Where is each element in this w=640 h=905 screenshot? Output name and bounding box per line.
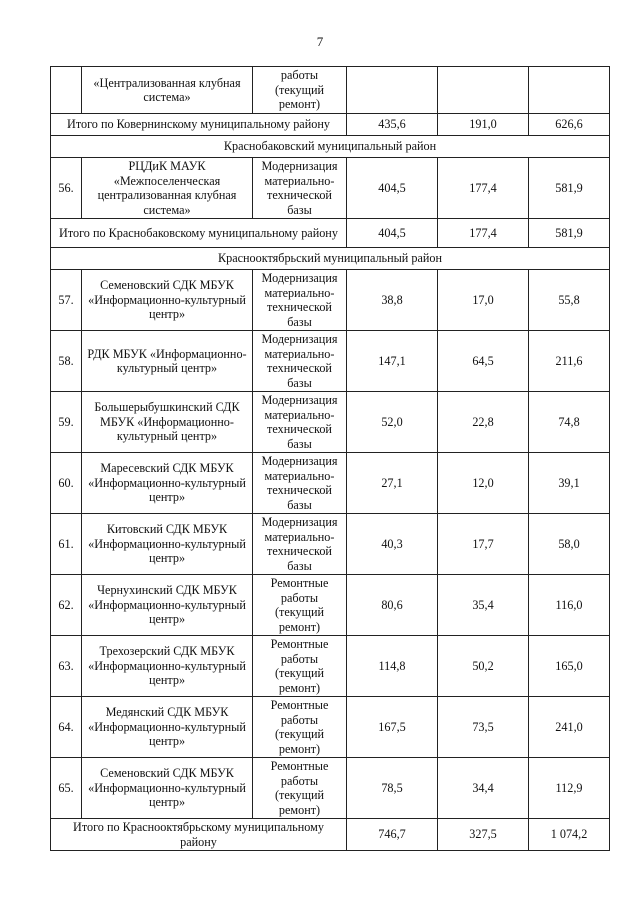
amount-cell-1: 746,7 — [347, 819, 438, 851]
table-row — [51, 392, 610, 453]
amount-cell-total: 626,6 — [529, 114, 610, 136]
row-number-cell — [51, 67, 82, 114]
total-label-cell: Итого по Краснооктябрьскому муниципальному району — [51, 819, 347, 851]
amount-cell-1: 27,1 — [347, 453, 438, 514]
page-number: 7 — [316, 34, 324, 49]
amount-cell-total: 581,9 — [529, 219, 610, 248]
amount-cell-total: 1 074,2 — [529, 819, 610, 851]
work-type-cell: Модернизация материально-технической базы — [253, 392, 347, 453]
amount-cell-total: 241,0 — [529, 697, 610, 758]
amount-cell-2: 177,4 — [438, 158, 529, 219]
amount-cell-total: 112,9 — [529, 758, 610, 819]
institution-name-cell: Чернухинский СДК МБУК «Информационно-культурный центр» — [82, 575, 253, 636]
work-type-cell: Ремонтные работы (текущий ремонт) — [253, 636, 347, 697]
row-number-cell: 61. — [51, 514, 82, 575]
table-row — [51, 697, 610, 758]
amount-cell-total: 165,0 — [529, 636, 610, 697]
amount-cell-1: 147,1 — [347, 331, 438, 392]
institution-name-cell: Трехозерский СДК МБУК «Информационно-культурный центр» — [82, 636, 253, 697]
table-row — [51, 331, 610, 392]
work-type-cell: Ремонтные работы (текущий ремонт) — [253, 575, 347, 636]
table-row — [51, 158, 610, 219]
amount-cell-total: 581,9 — [529, 158, 610, 219]
total-row — [51, 819, 610, 851]
district-name-cell: Краснобаковский муниципальный район — [51, 136, 610, 158]
amount-cell-1 — [347, 67, 438, 114]
total-label-cell: Итого по Краснобаковскому муниципальному району — [51, 219, 347, 248]
amount-cell-total: 211,6 — [529, 331, 610, 392]
row-number-cell: 57. — [51, 270, 82, 331]
amount-cell-2: 12,0 — [438, 453, 529, 514]
institution-name-cell: «Централизованная клубная система» — [82, 67, 253, 114]
amount-cell-2: 73,5 — [438, 697, 529, 758]
table-row — [51, 575, 610, 636]
amount-cell-total: 55,8 — [529, 270, 610, 331]
row-number-cell: 56. — [51, 158, 82, 219]
amount-cell-1: 78,5 — [347, 758, 438, 819]
amount-cell-1: 52,0 — [347, 392, 438, 453]
district-header-row — [51, 248, 610, 270]
work-type-cell: Ремонтные работы (текущий ремонт) — [253, 758, 347, 819]
amount-cell-2: 34,4 — [438, 758, 529, 819]
amount-cell-2: 327,5 — [438, 819, 529, 851]
amount-cell-total: 116,0 — [529, 575, 610, 636]
row-number-cell: 64. — [51, 697, 82, 758]
district-name-cell: Краснооктябрьский муниципальный район — [51, 248, 610, 270]
work-type-cell: Модернизация материально-технической базы — [253, 453, 347, 514]
district-header-row — [51, 136, 610, 158]
work-type-cell: Ремонтные работы (текущий ремонт) — [253, 697, 347, 758]
funding-table — [50, 66, 610, 851]
amount-cell-2: 191,0 — [438, 114, 529, 136]
total-label-cell: Итого по Ковернинскому муниципальному району — [51, 114, 347, 136]
table-row — [51, 453, 610, 514]
amount-cell-2: 17,0 — [438, 270, 529, 331]
table-row — [51, 758, 610, 819]
amount-cell-2: 17,7 — [438, 514, 529, 575]
amount-cell-total — [529, 67, 610, 114]
row-number-cell: 59. — [51, 392, 82, 453]
work-type-cell: Модернизация материально-технической базы — [253, 514, 347, 575]
amount-cell-1: 40,3 — [347, 514, 438, 575]
amount-cell-total: 39,1 — [529, 453, 610, 514]
table-row — [51, 636, 610, 697]
row-number-cell: 63. — [51, 636, 82, 697]
work-type-cell: Модернизация материально-технической базы — [253, 158, 347, 219]
institution-name-cell: Медянский СДК МБУК «Информационно-культурный центр» — [82, 697, 253, 758]
amount-cell-1: 114,8 — [347, 636, 438, 697]
institution-name-cell: Большерыбушкинский СДК МБУК «Информационно-культурный центр» — [82, 392, 253, 453]
institution-name-cell: Семеновский СДК МБУК «Информационно-культурный центр» — [82, 270, 253, 331]
total-row — [51, 114, 610, 136]
amount-cell-2 — [438, 67, 529, 114]
amount-cell-1: 80,6 — [347, 575, 438, 636]
amount-cell-1: 404,5 — [347, 158, 438, 219]
amount-cell-2: 64,5 — [438, 331, 529, 392]
table-row — [51, 270, 610, 331]
institution-name-cell: Китовский СДК МБУК «Информационно-культурный центр» — [82, 514, 253, 575]
row-number-cell: 62. — [51, 575, 82, 636]
institution-name-cell: РЦДиК МАУК «Межпоселенческая централизованная клубная система» — [82, 158, 253, 219]
work-type-cell: работы (текущий ремонт) — [253, 67, 347, 114]
table-row — [51, 514, 610, 575]
amount-cell-1: 404,5 — [347, 219, 438, 248]
total-row — [51, 219, 610, 248]
work-type-cell: Модернизация материально-технической базы — [253, 270, 347, 331]
institution-name-cell: Маресевский СДК МБУК «Информационно-культурный центр» — [82, 453, 253, 514]
work-type-cell: Модернизация материально-технической базы — [253, 331, 347, 392]
row-number-cell: 58. — [51, 331, 82, 392]
institution-name-cell: Семеновский СДК МБУК «Информационно-культурный центр» — [82, 758, 253, 819]
amount-cell-2: 177,4 — [438, 219, 529, 248]
amount-cell-1: 435,6 — [347, 114, 438, 136]
row-number-cell: 65. — [51, 758, 82, 819]
table-row — [51, 67, 610, 114]
amount-cell-total: 74,8 — [529, 392, 610, 453]
amount-cell-2: 22,8 — [438, 392, 529, 453]
amount-cell-1: 38,8 — [347, 270, 438, 331]
amount-cell-2: 35,4 — [438, 575, 529, 636]
amount-cell-2: 50,2 — [438, 636, 529, 697]
amount-cell-total: 58,0 — [529, 514, 610, 575]
row-number-cell: 60. — [51, 453, 82, 514]
amount-cell-1: 167,5 — [347, 697, 438, 758]
institution-name-cell: РДК МБУК «Информационно-культурный центр» — [82, 331, 253, 392]
